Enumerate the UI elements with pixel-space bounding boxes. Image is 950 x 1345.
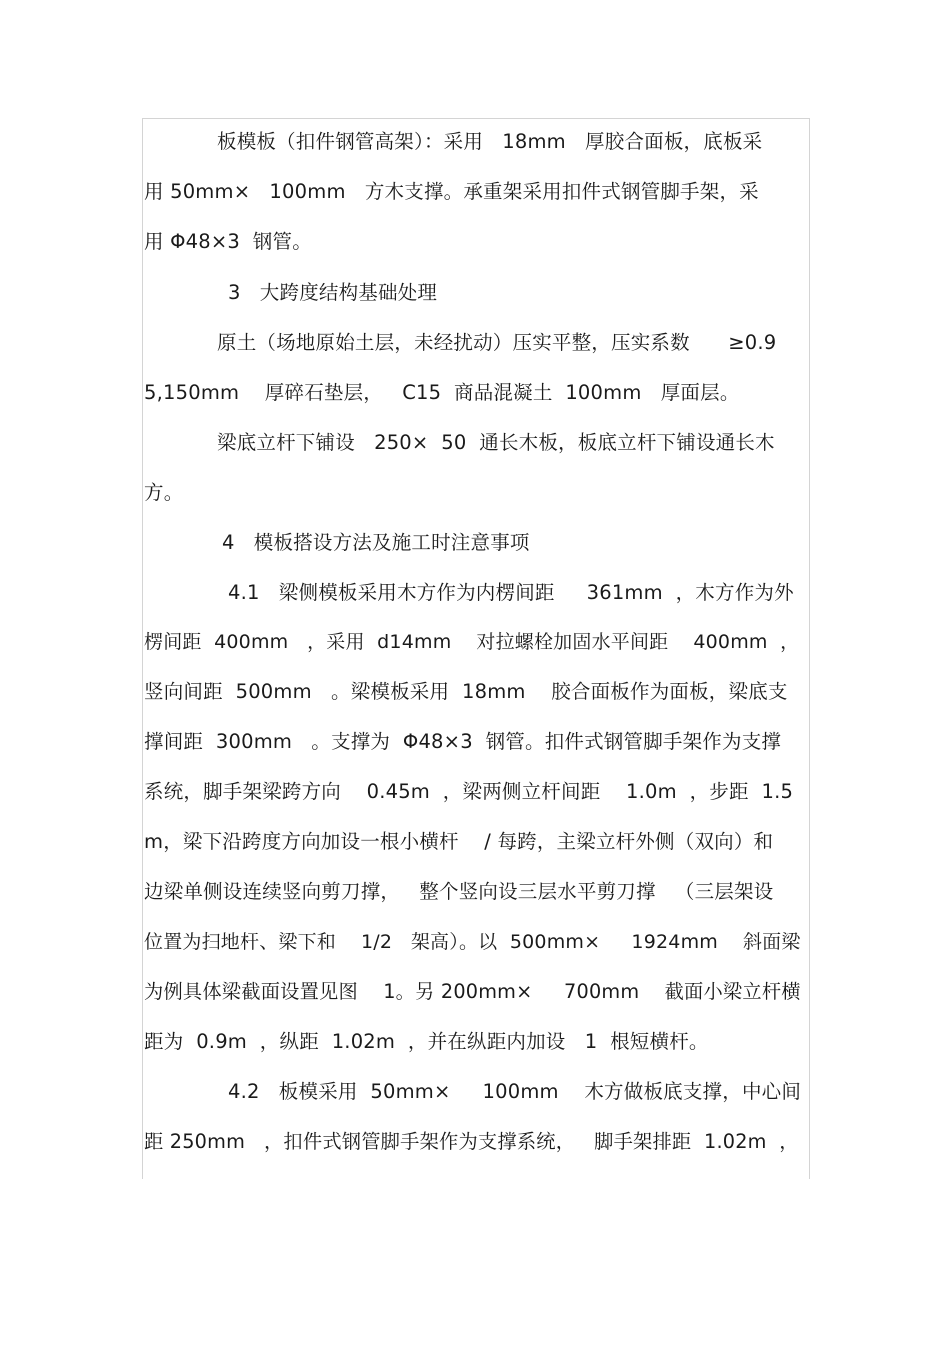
text-line-6: 5,150mm 厚碎石垫层， C15 商品混凝土 100mm 厚面层。 — [144, 381, 740, 404]
text-line-16: 边梁单侧设连续竖向剪刀撑， 整个竖向设三层水平剪刀撑 （三层架设 — [144, 880, 774, 903]
text-line-2: 用 50mm× 100mm 方木支撑。承重架采用扣件式钢管脚手架，采 — [144, 180, 759, 203]
text-line-13: 撑间距 300mm 。支撑为 Φ48×3 钢管。扣件式钢管脚手架作为支撑 — [144, 730, 782, 753]
text-line-3: 用 Φ48×3 钢管。 — [144, 230, 312, 253]
text-line-19: 距为 0.9m ，纵距 1.02m ，并在纵距内加设 1 根短横杆。 — [144, 1030, 709, 1053]
text-line-17: 位置为扫地杆、梁下和 1/2 架高）。以 500mm× 1924mm 斜面梁 — [144, 931, 801, 953]
text-line-15: m，梁下沿跨度方向加设一根小横杆 / 每跨，主梁立杆外侧（双向）和 — [144, 830, 774, 853]
text-line-7: 梁底立杆下铺设 250× 50 通长木板，板底立杆下铺设通长木 — [217, 431, 775, 454]
text-line-14: 系统，脚手架梁跨方向 0.45m ，梁两侧立杆间距 1.0m ，步距 1.5 — [144, 780, 794, 803]
text-line-20: 4.2 板模采用 50mm× 100mm 木方做板底支撑，中心间 — [228, 1080, 802, 1103]
text-line-1: 板模板（扣件钢管高架）：采用 18mm 厚胶合面板，底板采 — [217, 130, 763, 153]
section-heading-4: 4 模板搭设方法及施工时注意事项 — [222, 531, 530, 554]
text-line-18: 为例具体梁截面设置见图 1。另 200mm× 700mm 截面小梁立杆横 — [144, 980, 801, 1003]
text-line-5: 原土（场地原始土层，未经扰动）压实平整，压实系数 ≥0.9 — [217, 331, 777, 354]
text-line-21: 距 250mm ，扣件式钢管脚手架作为支撑系统， 脚手架排距 1.02m ， — [144, 1130, 799, 1153]
section-heading-3: 3 大跨度结构基础处理 — [228, 281, 438, 304]
text-line-8: 方。 — [144, 481, 184, 504]
text-line-11: 楞间距 400mm ，采用 d14mm 对拉螺栓加固水平间距 400mm ， — [144, 631, 800, 653]
text-line-12: 竖向间距 500mm 。梁模板采用 18mm 胶合面板作为面板，梁底支 — [144, 680, 788, 703]
text-line-10: 4.1 梁侧模板采用木方作为内楞间距 361mm ，木方作为外 — [228, 581, 794, 604]
